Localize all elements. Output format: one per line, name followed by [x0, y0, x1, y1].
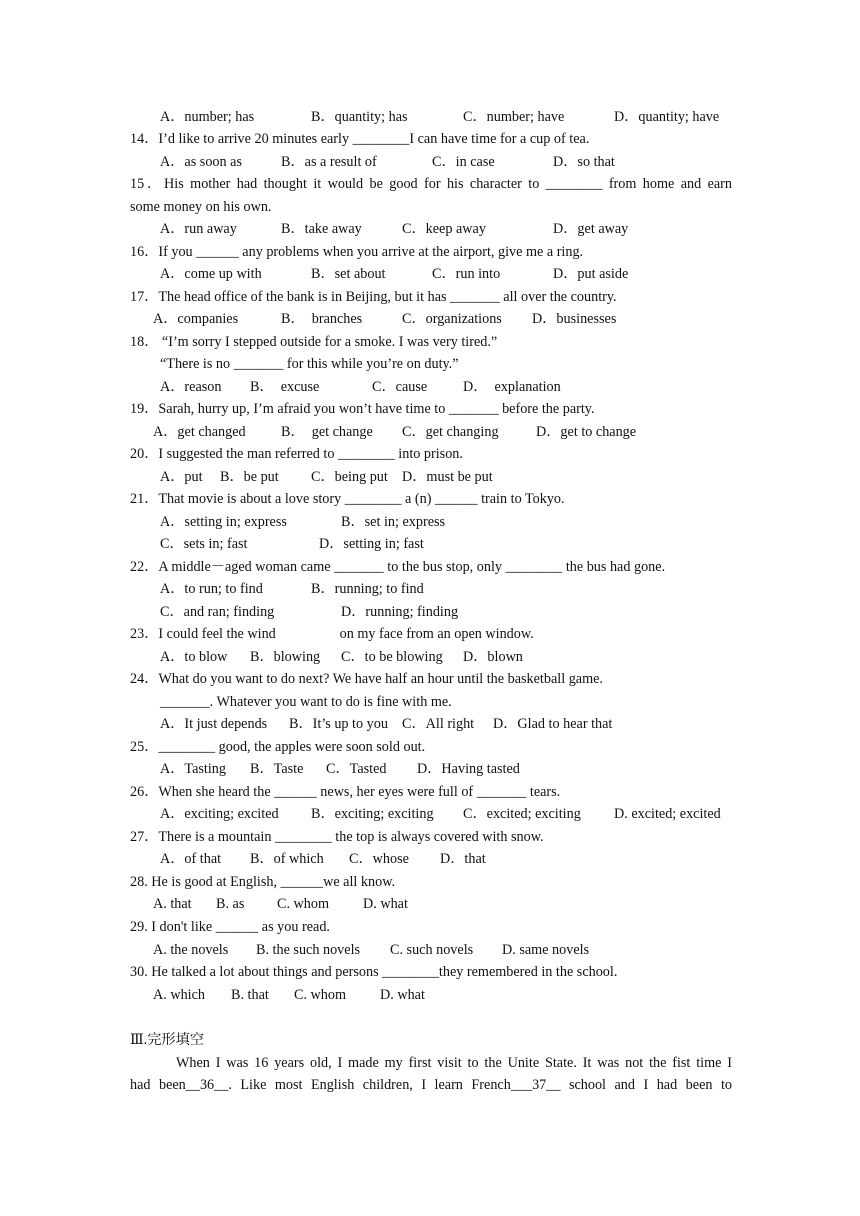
option-a: A. that [153, 896, 192, 912]
option-b: B． get change [281, 424, 373, 440]
option-c: C．and ran; finding [160, 604, 275, 620]
option-c: C．to be blowing [341, 649, 443, 665]
question-16-stem: 16．If you ______ any problems when you arrive at the airport, give me a ring. [130, 244, 584, 260]
option-b: B．of which [250, 851, 324, 867]
option-a: A．companies [153, 311, 239, 327]
question-28-stem: 28. He is good at English, ______we all know. [130, 874, 396, 890]
question-23-stem: 23．I could feel the wind on my face from an open window. [130, 626, 534, 642]
option-d: D．put aside [553, 266, 629, 282]
option-b: B．set in; express [341, 514, 446, 530]
option-a: A．as soon as [160, 154, 242, 170]
option-b: B． excuse [250, 379, 320, 395]
option-d: D．Having tasted [417, 761, 520, 777]
option-b: B．set about [311, 266, 386, 282]
option-b: B． branches [281, 311, 363, 327]
option-c: C．get changing [402, 424, 499, 440]
option-a: A．come up with [160, 266, 262, 282]
option-c: C. whom [294, 987, 347, 1003]
option-d: D. same novels [502, 942, 590, 958]
option-c: C. such novels [390, 942, 474, 958]
question-14-stem: 14．I’d like to arrive 20 minutes early ________I can have time for a cup of tea. [130, 131, 590, 147]
option-c: C．sets in; fast [160, 536, 248, 552]
option-c: C．excited; exciting [463, 806, 581, 822]
option-c: C．run into [432, 266, 501, 282]
option-d: D．setting in; fast [319, 536, 424, 552]
option-b: B．It’s up to you [289, 716, 388, 732]
option-d: D．businesses [532, 311, 617, 327]
question-25-stem: 25．________ good, the apples were soon sold out. [130, 739, 426, 755]
passage-line-2: had been__36__. Like most English children, I learn French___37__ school and I had been to [130, 1077, 732, 1093]
option-a: A．put [160, 469, 203, 485]
question-24-stem-cont: _______. Whatever you want to do is fine with me. [160, 694, 452, 710]
option-c: C．keep away [402, 221, 486, 237]
option-b: B. that [231, 987, 269, 1003]
passage-line-1: When I was 16 years old, I made my first visit to the Unite State. It was not the fist time I [176, 1055, 732, 1071]
option-c: C. whom [277, 896, 330, 912]
option-a: A．run away [160, 221, 237, 237]
question-15-stem-cont: some money on his own. [130, 199, 272, 215]
option-d: D．must be put [402, 469, 493, 485]
option-c: C．number; have [463, 109, 565, 125]
option-d: D. excited; excited [614, 806, 721, 822]
option-a: A．It just depends [160, 716, 268, 732]
question-20-stem: 20．I suggested the man referred to ________ into prison. [130, 446, 463, 462]
option-a: A．reason [160, 379, 222, 395]
option-d: D．that [440, 851, 486, 867]
option-b: B. as [216, 896, 245, 912]
option-d: D．so that [553, 154, 615, 170]
option-a: A．setting in; express [160, 514, 287, 530]
question-22-stem: 22．A middle－aged woman came _______ to the bus stop, only ________ the bus had gone. [130, 559, 666, 575]
question-21-stem: 21．That movie is about a love story ________ a (n) ______ train to Tokyo. [130, 491, 565, 507]
option-c: C．cause [372, 379, 428, 395]
question-29-stem: 29. I don't like ______ as you read. [130, 919, 330, 935]
option-b: B．be put [220, 469, 279, 485]
option-a: A．to run; to find [160, 581, 263, 597]
option-c: C．in case [432, 154, 495, 170]
option-d: D．running; finding [341, 604, 459, 620]
option-d: D． explanation [463, 379, 561, 395]
option-c: C．Tasted [326, 761, 387, 777]
option-d: D．quantity; have [614, 109, 720, 125]
question-18-stem-cont: “There is no _______ for this while you’re on duty.” [160, 356, 459, 372]
section-heading: Ⅲ.完形填空 [130, 1032, 204, 1048]
option-c: C．being put [311, 469, 388, 485]
option-c: C．organizations [402, 311, 502, 327]
option-b: B．exciting; exciting [311, 806, 434, 822]
option-d: D．blown [463, 649, 523, 665]
question-19-stem: 19．Sarah, hurry up, I’m afraid you won’t have time to _______ before the party. [130, 401, 595, 417]
option-b: B．quantity; has [311, 109, 408, 125]
option-b: B．as a result of [281, 154, 377, 170]
option-b: B．blowing [250, 649, 321, 665]
option-b: B．take away [281, 221, 362, 237]
option-a: A．Tasting [160, 761, 226, 777]
option-a: A. which [153, 987, 206, 1003]
option-d: D．get away [553, 221, 629, 237]
question-24-stem: 24．What do you want to do next? We have half an hour until the basketball game. [130, 671, 603, 687]
option-b: B. the such novels [256, 942, 361, 958]
option-a: A．number; has [160, 109, 255, 125]
option-d: D. what [380, 987, 425, 1003]
option-a: A．to blow [160, 649, 228, 665]
option-b: B．Taste [250, 761, 304, 777]
option-b: B．running; to find [311, 581, 424, 597]
question-15-stem: 15．His mother had thought it would be good for his character to ________ from home and earn [130, 176, 732, 192]
option-a: A．of that [160, 851, 222, 867]
question-17-stem: 17．The head office of the bank is in Beijing, but it has _______ all over the country. [130, 289, 617, 305]
question-18-stem: 18． “I’m sorry I stepped outside for a smoke. I was very tired.” [130, 334, 498, 350]
question-26-stem: 26．When she heard the ______ news, her eyes were full of _______ tears. [130, 784, 561, 800]
question-30-stem: 30. He talked a lot about things and persons ________they remembered in the school. [130, 964, 618, 980]
option-c: C．All right [402, 716, 475, 732]
option-a: A．exciting; excited [160, 806, 279, 822]
option-d: D. what [363, 896, 408, 912]
option-d: D．Glad to hear that [493, 716, 613, 732]
question-27-stem: 27．There is a mountain ________ the top is always covered with snow. [130, 829, 544, 845]
option-a: A. the novels [153, 942, 229, 958]
option-d: D．get to change [536, 424, 637, 440]
option-a: A．get changed [153, 424, 246, 440]
option-c: C．whose [349, 851, 409, 867]
